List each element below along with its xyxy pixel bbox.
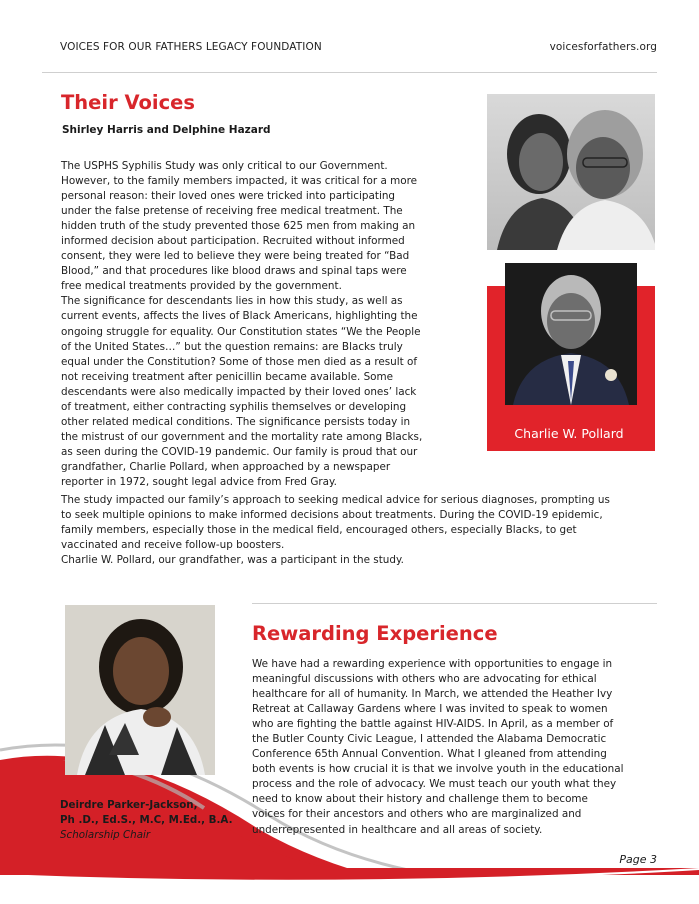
article-text-column: The USPHS Syphilis Study was only critical to our Government. However, to the family members impacted, it was critical for a more personal reason: their loved ones were tricked into participating under the false pretense of receiving free medical treatment. The hidden truth of the study prevented those 625 men from making an informed decision about participation. Recruited without informed consent, they were led to believe they were being treated for “Bad Blood,” and that procedures like blood draws and spinal taps were free medical treatments provided by the government. The significance for descendants lies in how this study, as well as current events, affects the lives of Black Americans, highlighting the ongoing struggle for equality. Our Constitution states “We the People of the United States…” but the question remains: are Blacks truly equal under the Constitution? Some of those men died as a result of not receiving treatment after penicillin became available. Some descendants were also medically impacted by their loved ones’ lack of treatment, either contracting syphilis themselves or developing other related medical conditions. The significance persists today in the mistrust of our government and the mortality rate among Blacks, as seen during the COVID-19 pandemic. Our family is proud that our grandfather, Charlie Pollard, when approached by a newspaper reporter in 1972, sought legal advice from Fred Gray.: [61, 160, 423, 488]
section-title-their-voices: Their Voices: [61, 91, 195, 114]
header-website[interactable]: voicesforfathers.org: [549, 41, 657, 53]
header-divider: [42, 72, 657, 73]
section-title-rewarding-experience: Rewarding Experience: [252, 622, 498, 645]
signature-role: Scholarship Chair: [60, 829, 151, 841]
photo-two-women: [487, 94, 655, 250]
header-org-name: VOICES FOR OUR FATHERS LEGACY FOUNDATION: [60, 41, 322, 53]
rewarding-text: We have had a rewarding experience with opportunities to engage in meaningful discussions with others who are advocating for ethical healthcare for all of humanity. In March, we attended the Heather Ivy Retreat at Callaway Gardens where I was invited to speak to women who are fighting the battle against HIV-AIDS. In April, as a member of the Butler County Civic League, I attended the Alabama Democratic Conference 65th Annual Convention. What I gleaned from attending both events is how crucial it is that we involve youth in the educational process and the role of advocacy. We must teach our youth what they need to know about their history and challenge them to become voices for their ancestors and others who are marginalized and underrepresented in healthcare and all areas of society.: [252, 658, 624, 836]
page-number: Page 3: [619, 853, 657, 866]
signature-degrees: Ph .D., Ed.S., M.C, M.Ed., B.A.: [60, 814, 233, 826]
photo-caption: Charlie W. Pollard: [514, 426, 624, 441]
photo-woman-portrait: [65, 605, 215, 775]
photo-elderly-man: [505, 263, 637, 405]
article-text-wide: The study impacted our family’s approach to seeking medical advice for serious diagnoses, prompting us to seek multiple opinions to make informed decisions about treatments. During the COVID-19 epidemic, family members, especially those in the medical field, encouraged others, especially Blacks, to get vaccinated and receive follow-up boosters. Charlie W. Pollard, our grandfather, was a participant in the study.: [61, 494, 610, 567]
signature-name: Deirdre Parker-Jackson,: [60, 799, 198, 811]
footer-bottom-curve: [0, 868, 699, 884]
section-divider: [252, 603, 657, 604]
byline: Shirley Harris and Delphine Hazard: [62, 124, 271, 136]
